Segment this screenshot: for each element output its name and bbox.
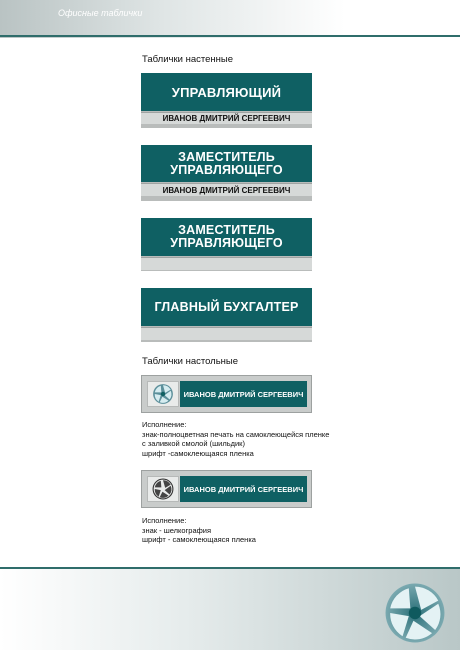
note-line: шрифт - самоклеющаяся пленка [142,535,256,544]
note-line: знак - шелкография [142,525,212,535]
note-line: с заливкой смолой (шильдик) [142,439,245,448]
desk-name-panel: ИВАНОВ ДМИТРИЙ СЕРГЕЕВИЧ [180,381,307,407]
note-line: шрифт -самоклеющаяся пленка [142,448,254,458]
wall-plate [141,218,312,271]
plate-title: ЗАМЕСТИТЕЛЬ УПРАВЛЯЮЩЕГО [141,145,312,182]
desk-note-1 [142,420,329,458]
aperture-logo-icon [152,478,174,500]
desk-logo-area [147,381,179,407]
plate-title: ЗАМЕСТИТЕЛЬ УПРАВЛЯЮЩЕГО [141,218,312,256]
plate-title: УПРАВЛЯЮЩИЙ [141,73,312,111]
note-line: Исполнение: [142,516,187,525]
header-divider [0,35,460,37]
page-title: Офисные таблички [58,8,143,18]
aperture-logo-icon [384,582,446,644]
footer-divider [0,567,460,569]
note-line: знак-полноцветная печать на самоклеющейся пленке [142,429,330,439]
desk-plate [141,375,312,413]
wall-section-title: Таблички настенные [142,54,233,65]
wall-plate [141,145,312,201]
plate-name-strip [141,257,312,270]
note-line: Исполнение: [142,420,187,429]
desk-plate [141,470,312,508]
wall-plate [141,288,312,342]
plate-name-strip [141,327,312,340]
header-band [0,0,460,38]
desk-name-panel: ИВАНОВ ДМИТРИЙ СЕРГЕЕВИЧ [180,476,307,502]
desk-note-2 [142,516,256,545]
plate-name-strip: ИВАНОВ ДМИТРИЙ СЕРГЕЕВИЧ [141,112,312,124]
plate-name-strip: ИВАНОВ ДМИТРИЙ СЕРГЕЕВИЧ [141,183,312,196]
plate-title: ГЛАВНЫЙ БУХГАЛТЕР [141,288,312,326]
aperture-logo-icon [152,383,174,405]
desk-section-title: Таблички настольные [142,356,239,367]
desk-logo-area [147,476,179,502]
wall-plate [141,73,312,128]
